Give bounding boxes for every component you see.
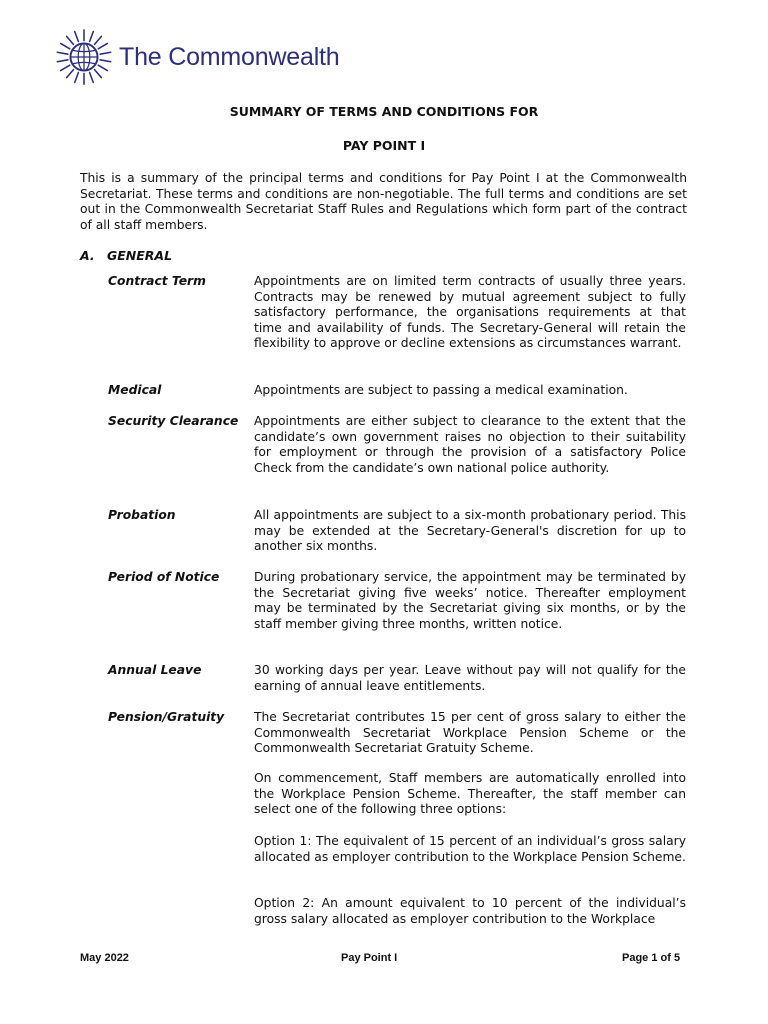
document-subtitle: PAY POINT I [342, 138, 426, 153]
document-title: SUMMARY OF TERMS AND CONDITIONS FOR [229, 104, 539, 119]
text-pension-option-1: Option 1: The equivalent of 15 percent of an individual’s gross salary allocated as employer contribution to the Workplace Pension Scheme. [254, 834, 686, 864]
text-security-clearance: Appointments are either subject to clearance to the extent that the candidate’s own government raises no objection to their suitability for employment or through the provision of a satisfactory Police Check from the candidate’s own national police authority. [254, 414, 686, 475]
text-pension-option-2: Option 2: An amount equivalent to 10 percent of the individual’s gross salary allocated as employer contribution to the Workplace [254, 896, 686, 926]
label-security-clearance: Security Clearance [108, 414, 239, 428]
logo-text: The Commonwealth [119, 42, 340, 71]
label-probation: Probation [108, 508, 176, 522]
label-medical: Medical [108, 383, 162, 397]
text-contract-term: Appointments are on limited term contracts of usually three years. Contracts may be renewed by mutual agreement subject to fully satisfactory performance, the organisations requirements at that time and availability of funds. The Secretary-General will retain the flexibility to approve or decline extensions as circumstances warrant. [254, 274, 686, 351]
label-period-of-notice: Period of Notice [108, 570, 220, 584]
label-annual-leave: Annual Leave [108, 663, 202, 677]
section-letter: A. [80, 248, 95, 263]
text-period-of-notice: During probationary service, the appointment may be terminated by the Secretariat giving five weeks’ notice. Thereafter employment may be terminated by the Secretariat giving six months, or by the staff member giving three months, written notice. [254, 570, 686, 631]
label-contract-term: Contract Term [108, 274, 206, 288]
commonwealth-logo [55, 28, 340, 86]
footer-page-number: Page 1 of 5 [622, 952, 681, 964]
text-pension-gratuity: The Secretariat contributes 15 per cent of gross salary to either the Commonwealth Secretariat Workplace Pension Scheme or the Commonwealth Secretariat Gratuity Scheme. [254, 710, 686, 756]
text-medical: Appointments are subject to passing a medical examination. [254, 383, 628, 397]
footer-date: May 2022 [80, 952, 129, 964]
text-annual-leave: 30 working days per year. Leave without pay will not qualify for the earning of annual leave entitlements. [254, 663, 686, 693]
section-heading [80, 248, 172, 263]
commonwealth-globe-icon [55, 28, 113, 86]
intro-paragraph: This is a summary of the principal terms and conditions for Pay Point I at the Commonwealth Secretariat. These terms and conditions are non-negotiable. The full terms and conditions are set out in the Commonwealth Secretariat Staff Rules and Regulations which form part of the contract of all staff members. [80, 171, 687, 232]
text-probation: All appointments are subject to a six-month probationary period. This may be extended at the Secretary-General's discretion for up to another six months. [254, 508, 686, 554]
text-pension-enrolment: On commencement, Staff members are automatically enrolled into the Workplace Pension Scheme. Thereafter, the staff member can select one of the following three options: [254, 771, 686, 817]
section-title: GENERAL [107, 248, 173, 263]
footer-center: Pay Point I [341, 952, 398, 964]
label-pension-gratuity: Pension/Gratuity [108, 710, 225, 724]
